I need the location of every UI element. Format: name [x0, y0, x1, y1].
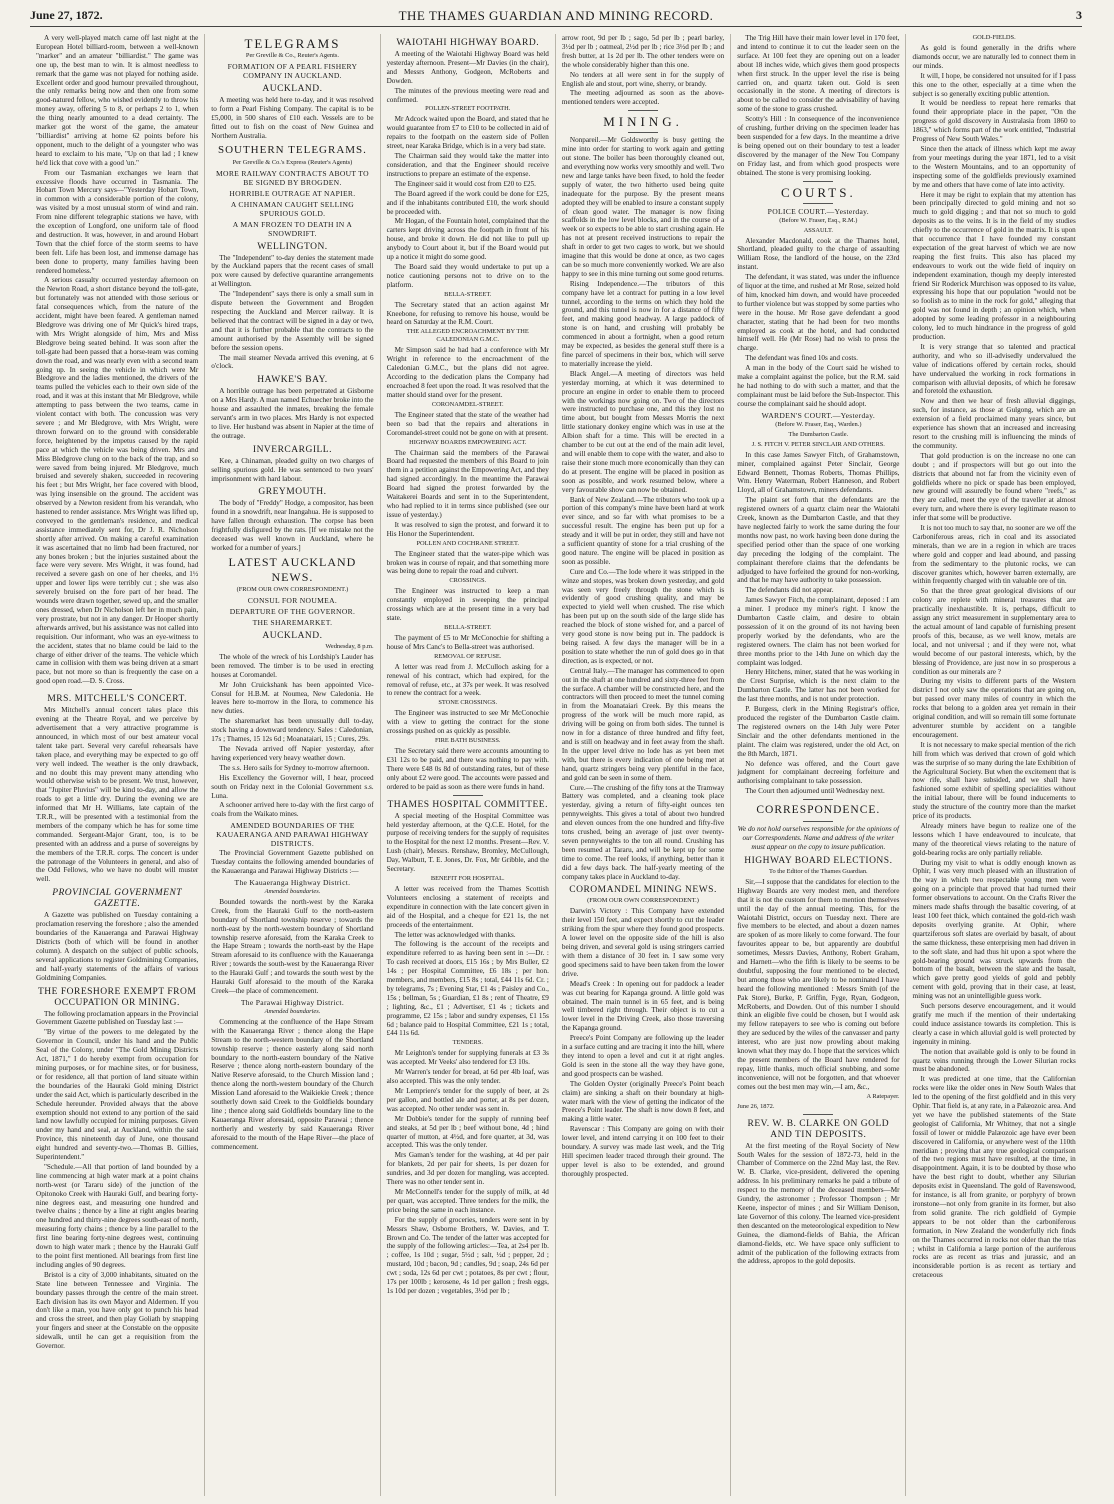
article-paragraph: The Secretary stated that an action against Mr Kneebone, for refusing to remove his house, would be heard on Saturday at the R.M. Court. — [386, 300, 549, 327]
section-subheading: (Before W. Fraser, Esq., R.M.) — [779, 216, 858, 224]
article-paragraph: P. Burgess, clerk in the Mining Registrar's office, produced the register of the Dumbarton Castle claim. The registered owners on the 14th July were Peter Sinclair and the other defendants mentioned in the plaint. The claim was registered, under the old Act, on the 8th March, 1871. — [737, 705, 900, 758]
article-paragraph: A horrible outrage has been perpetrated at Gisborne on a Mrs Hardy. A man named Echuecher broke into the house and assaulted the inmates, breaking the female servant's arm in two places. Mrs Hardy is not expected to live. Her husband was absent in Napier at the time of the outrage. — [211, 387, 374, 440]
dateline: AUCKLAND. — [262, 84, 323, 94]
subheading: TENDERS. — [452, 1039, 483, 1047]
article-paragraph: Rising Independence.—The tributors of this company have let a contract for putting in a low level tunnel, according to the terms on which they hold the ground, and this tunnel is now in for a distance of fifty feet, and making good headway. A large paddock of stone is on hand, and crushing will probably be commenced in about a fortnight, when a good return may be expected, as besides the general stuff there is a fine parcel of specimens in their box, which will serve to materially increase the yield. — [561, 279, 725, 368]
subheading: HIGHWAY BOARDS EMPOWERING ACT. — [409, 438, 527, 446]
article-paragraph: The Golden Oyster (originally Preece's Point beach claim) are sinking a shaft on their boundary at high-water mark with the view of getting the indicator of the Preece's Point leader. The shaft is now down 8 feet, and making a little water. — [561, 1079, 725, 1124]
article-paragraph: The Engineer said it would cost from £20 to £25. — [394, 179, 536, 188]
article-paragraph: A Gazette was published on Tuesday containing a proclamation reserving the foreshore ; also the amended boundaries of the Kauaeranga and Parawai Highway Districts (both of which will be found in another column). A despatch on the subject of public schools, several applications to register Goldmining Companies, and half-yearly statements of the affairs of various Goldmining Companies. — [36, 911, 199, 982]
article-paragraph: A schooner arrived here to-day with the first cargo of coals from the Waikato mines. — [211, 801, 374, 819]
article-paragraph: The Engineer stated that the water-pipe which was broken was in course of repair, and that something more was being done to repair the road and culvert. — [386, 549, 549, 576]
article-paragraph: Central Italy.—The manager has commenced to open out in the shaft at one hundred and sixty-three feet from the surface. A chamber will be constructed here, and the contractors will then proceed to meet the tunnel coming in from the Moanataiari Creek. By this means the progress of the work will be much more rapid, as driving will be going on from both sides. The tunnel is now in for a distance of three hundred and fifty feet, and is still on headway and in feet away from the shaft. In the upper level drive no lode has as yet been met with, but there is every indication of one being met at hand, quartz stringers being very plentiful in the face, and gold can be seen in some of them. — [561, 666, 725, 782]
subheading: FIRE BATH BUSINESS. — [434, 737, 501, 745]
article-paragraph: A special meeting of the Hospital Committee was held yesterday afternoon, at the Q.C.E. Hotel, for the purpose of receiving tenders for the supply of requisites to the Hospital for the next 12 months. Present—Rev. V. Lush (chair), Messrs. Renshaw, Bromley, McCullough, Day, Walbutt, T. E. Jones, Dr. Fox, Mr Gribble, and the Secretary. — [386, 811, 549, 874]
article-paragraph: It would be needless to repeat here remarks that found their appropriate place in the paper, "On the progress of gold discovery in Australasia from 1860 to 1863," which forms part of the work entitled, "Industrial Progress of New South Wales." — [912, 99, 1076, 144]
article-paragraph: Scotty's Hill : In consequence of the inconvenience of crushing, further driving on the specimen leader has been suspended for a few days. In the meantime a drive is being opened out on their boundary to test a leader discovered by the manager of the New Tou Company on Friday last, and from which good prospects were obtained. The stone is very promising looking. — [737, 115, 900, 177]
subheading: STONE CROSSINGS. — [438, 699, 498, 707]
article-paragraph: The defendant was fined 10s and costs. — [745, 354, 858, 363]
article-paragraph: It is very strange that so talented and practical authority, and who so ill-advisedly undervalued the value of indications offered by certain rocks, should have undervalued the working in rock formations in comparison with alluvial deposits, of which he foresaw and foretold the exhaustion. — [912, 342, 1076, 396]
divider — [803, 181, 833, 182]
article-paragraph: A man in the body of the Court said he wished to make a complaint against the police, but the R.M. said he had nothing to do with such a matter, and that the complainant must be laid before the Sub-Inspector. This course the complainant said he should adopt. — [737, 364, 900, 408]
article-paragraph: Cure and Co.—The lode where it was stripped in the winze and stopes, was broken down yesterday, and gold was seen very freely through the stone which is evidently of good crushing quality, and may be expected to yield well when crushed. The rise which has been put up on the south side of the large slide has reached the block of stone wished for, and a parcel of very good stone is now being put in. The paddock is being raised. A few days the manager will be in a position to state whether the run of gold does go in that direction, as is expected, or not. — [561, 567, 725, 665]
section-heading: LATEST AUCKLAND NEWS. — [228, 554, 357, 584]
article-paragraph: A letter was read from J. McCulloch asking for a renewal of his contract, which had expired, for the removal of refuse, etc., at 37s per week. It was resolved to renew the contract for a week. — [386, 662, 549, 698]
article-paragraph: It will, I hope, be considered not unsuited for if I pass this one to the other, especially at a time when the subject is so generally exciting public attention. — [912, 71, 1076, 98]
article-paragraph: It was resolved to sign the protest, and forward it to His Honor the Superintendent. — [386, 520, 549, 538]
headline: CONSUL FOR NOUMEA. — [247, 595, 338, 605]
article-paragraph: The following is the account of the receipts and expenditure referred to as having been sent in :—Dr. : To cash received at doors, £15 16s ; by Mrs Buller, £2 14s ; per Hospital Committee, £6 18s ; per hon. members, and members, £15 8s ; total, £44 11s 6d. Cr. ; by telegrams, 7s ; Evening Star, £1 4s ; Paisley and Co., 15s ; bellman, 5s ; Guardian, £1 8s ; rent of Theatre, £9 ; lighting, &c., £1 ; Advertiser, £1 4s ; tickets and programme, £2 15s ; labor and sundry expenses, £1 15s 6d ; balance paid to Hospital Committee, £21 1s ; total, £44 11s 6d. — [386, 940, 549, 1038]
article-paragraph: Mr McConnell's tender for the supply of milk, at 4d per quart, was accepted. Three tenders for the milk, the price being the same in each instance. — [386, 1187, 549, 1214]
article-paragraph: In this case James Sawyer Fitch, of Grahamstown, miner, complained against Peter Sinclair, George Edward Bennett, Thomas Roberts, Thomas Phillips, Wm. Henry Waterman, Robert Hanneson, and Robert Lloyd, all of Grahamstown, miners defendants. — [737, 450, 900, 495]
subheading: REMOVAL OF REFUSE. — [434, 652, 502, 660]
section-heading: CORRESPONDENCE. — [756, 804, 881, 817]
headline: AMENDED BOUNDARIES OF THE KAUAERANGA AND PARAWAI HIGHWAY DISTRICTS. — [216, 821, 369, 849]
section-heading: COROMANDEL MINING NEWS. — [569, 885, 717, 896]
article-paragraph: The s.s. Hero sails for Sydney to-morrow afternoon. — [219, 763, 370, 772]
column-5 — [731, 34, 906, 1496]
subheading: CROSSINGS. — [449, 577, 487, 585]
column-6 — [906, 34, 1081, 1496]
article-paragraph: Preece's Point Company are following up the leader in a surface cutting and are tracing it into the hill, where they intend to open a level and cut it at right angles. Gold is seen in the stone all the way they have gone, and good prospects can be washed. — [561, 1034, 725, 1078]
headline: POLICE COURT.—Yesterday. — [767, 206, 869, 216]
subheading: BELLA-STREET. — [444, 623, 492, 631]
article-paragraph: Nonpareil.—Mr Goldsworthy is busy getting the mine into order for starting to work again and getting out stone. The boiler has been thoroughly cleaned out, and everything now works very smoothly and well. Two new and large tanks have been fixed, to hold the feeder supply of water, the two hitherto used being quite inadequate for the purpose. By the present means adopted they will be enabled to insure a constant supply of clean good water. The manager is now fixing scaffolds in the low level blocks, and in the course of a week or so expects to be able to start crushing again. He has not at present received instructions to repair the shaft in order to get two cages to work, but we should imagine that this would be done at once, as two cages can be so much more conveniently worked. We are also happy to see in this mine turning out some good returns. — [561, 136, 725, 278]
article-paragraph: Mr Lempriere's tender for the supply of beer, at 2s per gallon, and bottled ale and porter, at 8s per dozen, was accepted. No other tender was sent in. — [386, 1087, 549, 1113]
article-paragraph: The mail steamer Nevada arrived this evening, at 6 o'clock. — [211, 353, 374, 371]
article-paragraph: Cure.—The crushing of the fifty tons at the Tramway Battery was completed, and a cleaning took place yesterday, giving a return of fifty-eight ounces ten pennyweights. This gives a total of about two hundred and eleven ounces from the one hundred and fifty-five tons crushed, being an average of just over twenty-seven pennyweights to the ton all round. Crushing has been resumed at Tararu, and will be kept up for some time to come. The reef looks, if anything, better than it did a few days back. The half-yearly meeting of the company takes place in Auckland to-day. — [561, 783, 725, 881]
article-paragraph: "Schedule.—All that portion of land bounded by a line commencing at high water mark at a point chains north-west (or Tararu side) of the junction of the Opitonoko Creek with Hauraki Gulf, and bearing forty-nine degrees east, and measuring one hundred and twelve chains ; thence by a line at right angles bearing one hundred and thirty-nine degrees south-east of north, measuring forty chains ; thence by a line parallel to the first line bearing forty-nine degrees west, continuing down to high water mark ; thence by the Hauraki Gulf to the point first mentioned. All bearings from first line including angles of 90 degrees. — [36, 1162, 199, 1269]
article-paragraph: Bristol is a city of 3,000 inhabitants, situated on the State line between Tennessee and Virginia. The boundary passes through the centre of the main street. Each division has its own Mayor and Aldermen. If you don't like a man, you have only got to punch his head and cross the street, and then play Goliath by snapping your fingers and sneer at the Constable on the opposite sidewalk, until he can get a requisition from the Governor. — [36, 1270, 199, 1351]
article-paragraph: Mrs Gaman's tender for the washing, at 4d per pair for blankets, 2d per pair for sheets, 1s per dozen for sundries, and 3d per dozen for mangling, was accepted. There was no other tender sent in. — [386, 1151, 549, 1187]
headline: DEPARTURE OF THE GOVERNOR. — [229, 606, 356, 616]
article-paragraph: The letter was acknowledged with thanks. — [394, 930, 516, 939]
article-paragraph: The Chairman said they would take the matter into consideration, and that the Engineer should receive instructions to prepare an estimate of the expense. — [386, 152, 549, 178]
article-paragraph: Mrs Mitchell's annual concert takes place this evening at the Theatre Royal, and we perceive by advertisement that a very attractive programme is announced, in which most of our best amateur vocal talent take part. Several very careful rehearsals have taken place, and everything may be expected to go off very well indeed. The weather is the only drawback, and no doubt this may prevent many attending who would otherwise wish to be present. We trust, however, that "Jupiter Pluvius" will be kind to-day, and allow the roads to get a little dry. During the evening we are informed that Mr H. Williams, late captain of the T.R.R., will be presented with a testimonial from the members of the company which he has for some time commanded. Sergeant-Major Grant, too, is to be presented with an address and a purse of sovereigns by the members of the T.R.R. corps. The concert is under the patronage of the Volunteers in general, and also of the Odd Fellows, who we have no doubt will muster well. — [36, 706, 199, 884]
article-paragraph: Mr John Cruickshank has been appointed Vice-Consul for H.B.M. at Noumea, New Caledonia. He leaves here to-morrow in the Ilora, to commence his new duties. — [211, 680, 374, 716]
article-paragraph: The payment of £5 to Mr McConochie for shifting a house of Mrs Canc's to Bella-street was authorised. — [386, 633, 549, 651]
divider — [803, 821, 833, 822]
section-heading: TELEGRAMS — [244, 36, 341, 51]
section-heading: THE FORESHORE EXEMPT FROM OCCUPATION OR MINING. — [38, 986, 197, 1008]
article-paragraph: The Trig Hill have their main lower level in 170 feet, and intend to continue it to cut the leader seen on the surface. At 100 feet they are opening out on a leader about 18 inches wide, which gives them good prospects when first struck. In the upper level the rise is being carried on, and quartz taken out. Gold is seen occasionally in the stone. A meeting of directors is about to be called to consider the advisability of having some of the stone to grass crushed. — [737, 34, 900, 114]
column-3 — [381, 34, 556, 1496]
headline: FORMATION OF A PEARL FISHERY COMPANY IN AUCKLAND. — [227, 62, 358, 80]
column-2 — [205, 34, 380, 1496]
subheading: Amended boundaries. — [264, 887, 321, 895]
column-4 — [556, 34, 731, 1496]
article-paragraph: James Sawyer Fitch, the complainant, deposed : I am a miner. I produce my miner's right. I know the Dumbarton Castle claim, and desire to obtain possession of it on the ground of its not having been properly worked by the defendants, who are the registered owners. The claim has not been worked for three months prior to the 14th June on which day the complaint was lodged. — [737, 596, 900, 667]
article-paragraph: "By virtue of the powers to me delegated by the Governor in Council, under his hand and the Public Seal of the Colony, under "The Gold Mining Districts Act, 1871," I do hereby exempt from occupation for mining purposes, or for machine sites, or for business, or for residence, all that portion of land situate within the boundaries of the Hauraki Gold mining District under the said Act, which is particularly described in the Schedule hereunder. Provided always that the above exemption should not extend to any portion of the said land now lawfully occupied for mining purposes. Given under my hand and seal, at Auckland, within the said Province, this nineteenth day of June, one thousand eight hundred and seventy-two.—Thomas B. Gillies, Superintendent." — [36, 1028, 199, 1162]
article-paragraph: The Board said they would undertake to put up a notice cautioning persons not to drive on to the platform. — [386, 262, 549, 289]
article-paragraph: The Board agreed if the work could be done for £25, and if the inhabitants contributed £10, the work should be proceeded with. — [386, 189, 549, 216]
article-paragraph: Alexander Macdonald, cook at the Thames hotel, Shortland, pleaded guilty to the charge of assaulting William Rose, the landlord of the house, on the 23rd instant. — [737, 236, 900, 272]
subheading: ASSAULT. — [803, 226, 833, 234]
article-paragraph: Commencing at the confluence of the Hape Stream with the Kauaeranga River ; thence along the Hape Stream to the north-western boundary of the Shortland township reserve ; thence easterly along said north boundary to the north-eastern boundary of the Native Reserve ; thence along north-eastern boundary of the Native Reserve aforesaid, to the Church Mission land ; thence along the north-western boundary of the Church Mission Land aforesaid to the Waikiekie Creek ; thence southerly down said Creek to the Goldfields boundary line ; thence along said Goldfields boundary line to the Kauaeranga River aforesaid, opposite Parawai ; thence northerly and westerly by said Kauaeranga River aforesaid to the mouth of the Hape River—the place of commencement. — [211, 1017, 374, 1151]
article-paragraph: Sir,—I suppose that the candidates for election to the Highway Boards are very modest men, and therefore that it is not the custom for them to mention themselves until the day of the annual meeting. This, for the Waiotahi District, occurs on Tuesday next. There are five members to be elected, and about a dozen names are spoken of as more likely to come forward. The four favourites appear to be, but apparently are doubtful sometimes, Messrs Davies, Anthony, Robert Graham, and Harnett—who the fifth is likely to be seems to be doubtful, supposing the four mentioned to be elected, but among those who are likely to be nominated I have heard the following mentioned : Messrs Smith (of the Pak Store), Burke, P. Griffin, Fyge, Ryan, Godgeon, McRoberts, and Dowden. Out of this number I should think an eligible five could be chosen, but I would ask my fellow ratepayers to see who is coming out before they are seduced by the wiles of the canvasser and party interest, who are just now prowling about making known what they may do. I hope that the services which the present members of the Board have rendered for repay, little thanks, much official snubbing, and some inconvenience, will not be forgotten, and that whoever comes out the best men may win,—I am, &c., — [737, 877, 900, 1091]
headline: MORE RAILWAY CONTRACTS ABOUT TO BE SIGNED BY BROGDEN. — [215, 168, 369, 187]
newspaper-page — [30, 34, 1082, 1496]
section-heading: MRS. MITCHELL'S CONCERT. — [47, 694, 187, 705]
newspaper-title: THE THAMES GUARDIAN AND MINING RECORD. — [398, 8, 714, 23]
column-1 — [30, 34, 205, 1496]
subheading: BENEFIT FOR HOSPITAL. — [430, 874, 505, 882]
article-paragraph: The defendants did not appear. — [745, 586, 834, 595]
article-paragraph: The minutes of the previous meeting were read and confirmed. — [386, 86, 549, 104]
section-subheading: To the Editor of the Thames Guardian. — [769, 867, 868, 875]
article-paragraph: During my visits to different parts of the Western district I not only saw the operations that are going on, but passed over many miles of country in which the rocks that belong to a golden area yet remain in their original condition, and will so remain till some fortunate adventurer stumble by accident on a tangible encouragement. — [912, 677, 1076, 739]
headline: The Kauaeranga Highway District. — [234, 877, 351, 887]
article-paragraph: A serious casualty occurred yesterday afternoon on the Newton Road, a short distance beyond the toll-gate, but fortunately was not attended with those serious or fatal consequences which, from the nature of the accident, might have been feared. A gentleman named Bledgrove was driving one of Mr Quick's hired traps, with Mrs Wright alongside of him, Mrs and Miss Bledgrove being seated behind. It was soon after the toll-gate had been passed that a horse-team was coming down the road, and was nearly even with a second team going up. In seeing the vehicle in which were Mr Bledgrove and the ladies mentioned, the drivers of the teams pulled the vehicles each to their own side of the road, and it was at this instant that Mr Bledgrove, while attempting to pass between the two teams, came in violent contact with both. The concussion was very severe ; and Mr Bledgrove, with Mrs Wright, were thrown forward on to the ground with considerable force, heightened by the impetus caused by the rapid pace at which the vehicle was being driven. Mrs and Miss Bledgrove clung on to the back of the trap, and so were saved from being injured. Mr Bledgrove, much bruised and severely shaken, succeeded in recovering his feet ; but Mrs Wright, her face covered with blood, was lying insensible on the ground. The accident was observed by a Newton resident from his verandah, who hastened to render assistance. Mrs Wright was lifted up, conveyed to the gentleman's residence, and medical assistance immediately sent for, Dr J. R. Nicholson shortly after arrived. On making a careful examination it was ascertained that no limb had been fractured, nor any bones broken ; but the injuries sustained about the face were very severe. Mrs Wright, it was found, had received a severe gash on one of her cheeks, and 1½ upper and lower lips were terribly cut ; she was also severely bruised on the fore part of her head. The wounds were drawn together, sewed up, and the smaller ones dressed, when Dr Nicholson left her in much pain, very prostrate, but not in any danger. Dr Hooper shortly afterwards arrived, but his assistance was not called into requisition. Our informant, who was an eye-witness to the accident, states that no blame could be laid to the charge of either driver of the teams. The vehicle which came in collision with them was being driven at a smart pace, but not more so than is frequently the case on a good open road.—D. S. Cross. — [36, 276, 199, 686]
article-paragraph: The whole of the wreck of his Lordship's Lauder has been removed. The timber is to be used in erecting houses at Coromandel. — [211, 652, 374, 679]
section-subheading: (Before W. Fraser, Esq., Warden.) — [775, 420, 862, 428]
article-paragraph: Henry Hitchens, miner, stated that he was working in the Crest Surprise, which is the next claim to the Dumbarton Castle. The latter has not been worked for the last three months, and is not under protection. — [737, 668, 900, 704]
article-paragraph: Ravenscar : This Company are going on with their lower level, and intend carrying it on 100 feet to their boundary. A survey was made last week, and the Trig Hill specimen leader traced through their ground. The upper level is also to be extended, and ground thoroughly prospected. — [561, 1125, 725, 1178]
dateline: WELLINGTON. — [257, 241, 328, 252]
subheading: J. S. FITCH V. PETER SINCLAIR AND OTHERS. — [751, 440, 885, 448]
dateline: AUCKLAND. — [262, 630, 323, 641]
subheading: GOLD-FIELDS. — [972, 34, 1016, 41]
masthead — [30, 8, 1082, 27]
article-paragraph: His Excellency the Governor will, I hear, proceed south on Friday next in the Colonial Government s.s. Luna. — [211, 773, 374, 800]
article-paragraph: That gold production is on the increase no one can doubt ; and if prospectors will but go out into the districts that abound not far from the vicinity even of goldfields where no pick or spade has been employed, new ground will assuredly be found where "reefs," as they are called, meet the eye of the traveller at almost every turn, and where there is every legitimate reason to infer that some will be productive. — [912, 451, 1076, 523]
article-paragraph: The "Independent" says there is only a small sum in dispute between the Government and Brogden respecting the Auckland and Mercer railway. It is believed that the contract will be signed in a day or two, and that it is further probable that the contracts to the amount authorised by the Assembly will be signed before the session opens. — [211, 290, 374, 352]
article-paragraph: Bounded towards the north-west by the Karaka Creek, from the Hauraki Gulf to the north-eastern boundary of Shortland township reserve ; towards the north-east by the north-western boundary of Shortland township reserve aforesaid, from the Karaka Creek to the Hape Stream ; towards the north-east by the Hape Stream aforesaid to its confluence with the Kauaeranga River ; towards the south-west by the Kauaeranga River to the Hauraki Gulf ; and towards the south west by the Hauraki Gulf aforesaid to the mouth of the Karaka Creek—the place of commencement. — [211, 897, 374, 995]
section-heading: REV. W. B. CLARKE ON GOLD AND TIN DEPOSITS. — [747, 1118, 890, 1140]
article-paragraph: The defendant, it was stated, was under the influence of liquor at the time, and rushed at Mr Rose, seized hold of him, knocked him down, and would have proceeded to further violence but was stopped by some parties who were in the house. Mr Rose gave defendant a good character, stating that he had been for two months employed as cook at the hotel, and had conducted himself well. He (Mr Rose) had no wish to press the charge. — [737, 273, 900, 353]
headline: A CHINAMAN CAUGHT SELLING SPURIOUS GOLD. — [230, 199, 355, 218]
article-paragraph: The Engineer stated that the state of the weather had been so bad that the repairs and alterations in Coromandel-street could not be gone on with at present. — [386, 410, 549, 437]
subheading: CORONAMDEL-STREET. — [431, 400, 504, 408]
article-paragraph: No tenders at all were sent in for the supply of English ale and stout, port wine, sherry, or brandy. — [561, 70, 725, 88]
headline: WARDEN'S COURT.—Yesterday. — [761, 410, 876, 420]
headline: HIGHWAY BOARD ELECTIONS. — [744, 855, 893, 866]
article-paragraph: The sharemarket has been unusually dull to-day, stock having a downward tendency. Sales : Caledonian, 17s ; Thames, 15 12s 6d ; Moanataiari, 15 ; Cures, 29s. — [211, 717, 374, 744]
section-heading: MINING. — [603, 114, 683, 130]
section-subheading: Per Greville & Co., Reuter's Agents. — [245, 52, 339, 59]
letter-date: June 26, 1872. — [737, 1102, 775, 1110]
headline: The Parawai Highway District. — [240, 997, 345, 1007]
article-paragraph: Mead's Creek : In opening out for paddock a leader was cut bearing for Kapanga ground. A little gold was obtained. The main tunnel is in 65 feet, and is being well timbered right through. Their object is to cut a lower level in the Driving Creek, also those traversing the Kapanga ground. — [561, 979, 725, 1033]
article-paragraph: The body of "Freddy" Hodge, a compositor, has been found in a snowdrift, near Inangahua. He is supposed to have fallen through exhaustion. The corpse has been frightfully disfigured by the rats. [If we mistake not the deceased was well known in Auckland, where he worked for a number of years.] — [211, 499, 374, 552]
article-paragraph: Mr Dobbie's tender for the supply of running beef and steaks, at 5d per lb ; beef without bone, 4d ; hind quarter of mutton, at 4½d, and fore quarter, at 3d, was accepted. This was the only tender. — [386, 1114, 549, 1150]
subheading: POLLEN-STREET FOOTPATH. — [425, 105, 511, 113]
article-paragraph: Mr Hogan, of the Fountain hotel, complained that the carters kept driving across the footpath in front of his house, and broke it down. He did not like to pull up anybody to Court about it, but if the Board would put up a notice it might do some good. — [386, 217, 549, 262]
divider — [803, 1114, 833, 1115]
article-paragraph: Mr Leighton's tender for supplying funerals at £3 3s was accepted. Mr Veeks' also tendered for £3 10s. — [386, 1049, 549, 1067]
article-paragraph: The Secretary said there were accounts amounting to £31 12s to be paid, and there was nothing to pay with. There were £48 0s 8d of outstanding rates, but of these only about £2 were good. The accounts were passed and ordered to be paid as soon as there were funds in hand. — [386, 747, 549, 791]
subheading: The Dumbarton Castle. — [788, 430, 849, 438]
dateline: INVERCARGILL. — [252, 444, 332, 455]
article-paragraph: It is not too much to say that, no sooner are we off the Carboniferous areas, rich in coal and its associated minerals, than we are in a region in which are traces where gold and copper and lead abound, and passing from the sedimentary to the plutonic rocks, we can discover granites which, however barren externally, are within frequently charged with tin valuable ore of tin. — [912, 524, 1076, 586]
article-paragraph: The Engineer was instructed to see Mr McConochie with a view to getting the contract for the stone crossings pushed on as quickly as possible. — [386, 709, 549, 736]
article-paragraph: It is not necessary to make special mention of the rich hill from which was derived that crown of gold which was the surprise of so many during the late Exhibition of the Agricultural Society. But when the excitement that is now rife, shall have subsided, and we shall have fashioned some exhibit of spelling specialities without the initial labour, there will be found inducements to study the structure of the country more than the market price of its products. — [912, 740, 1076, 821]
issue-date: June 27, 1872. — [30, 8, 103, 22]
divider — [803, 203, 833, 204]
section-heading: THAMES HOSPITAL COMMITTEE. — [387, 799, 548, 810]
article-paragraph: The meeting adjourned as soon as the above-mentioned tenders were accepted. — [561, 89, 725, 107]
article-paragraph: Since then the attack of illness which kept me away from your meetings during the year 1871, led to a visit to the Western Mountains, and to an opportunity of inspecting some of the goldfields previously examined by me and others that have come of late into activity. — [912, 144, 1076, 189]
section-heading: WAIOTAHI HIGHWAY BOARD. — [396, 38, 540, 48]
article-paragraph: From our Tasmanian exchanges we learn that excessive floods have occurred in Tasmania. The Hobart Town Mercury says—"Yesterday Hobart Town, in common with a considerable portion of the colony, was visited by a most unusual storm of wind and rain. From nine different telegraphic stations we have, with the exception of Longford, one uniform tale of flood and destruction. It was, however, in and around Hobart Town that the chief force of the storm seems to have been felt. Life has been lost, and immense damage has been done to property, many families having been rendered homeless." — [36, 168, 199, 275]
article-paragraph: As gold is found generally in the drifts where diamonds occur, we are naturally led to connect them in our minds. — [912, 44, 1076, 70]
article-paragraph: The plaint set forth that the defendants are the registered owners of a quartz claim near the Waiotahi Creek, known as the Dumbarton Castle, and that they have neglected fairly to work the same during the four months now past, no work having been done during the specified period other than the space of one working day preceding the lodging of the complaint. The complainant therefore claims that the defendants be adjudged to have forfeited the ground for non-working, and that he may have authority to take possession. — [737, 496, 900, 585]
section-heading: SOUTHERN TELEGRAMS. — [217, 143, 367, 156]
divider — [628, 110, 658, 111]
article-paragraph: The Provincial Government Gazette published on Tuesday contains the following amended boundaries of the Kauaeranga and Parawai Highway Districts :— — [211, 849, 374, 876]
article-paragraph: Already miners have begun to realize one of the lessons which I have endeavoured to inculcate, that many of the theoretical views relating to the nature of gold-bearing rocks are only partially reliable. — [912, 821, 1076, 857]
divider — [453, 795, 483, 796]
signature: A Ratepayer. — [866, 1092, 900, 1100]
article-paragraph: The following proclamation appears in the Provincial Government Gazette published on Tuesday last :— — [36, 1009, 199, 1027]
article-paragraph: Here it may be right to explain that my attention has been principally directed to gold mining and not so much to gold digging ; and that not so much to gold deposits as to the veins. It is in the field of my studies chiefly to the occurrence of gold in the matrix. It is upon that occurrence that I have founded my constant expectation of the great harvest of which we are now reaping the first fruits. This also has placed my endeavours to work out the wide field of inquiry on independent examination, though my deeply interested friend Sir Roderick Murchison was opposed to its value, expressing his hope that our population "would not be so foolish as to mine in the rock for gold," alleging that gold was not found in depth ; an opinion which, when adopted by some leading professor in a neighbouring colony, led to much hindrance in the progress of gold production. — [912, 190, 1076, 341]
article-paragraph: The Nevada arrived off Napier yesterday, after having experienced very heavy weather down. — [211, 744, 374, 762]
article-paragraph: The notion that available gold is only to be found in quartz veins running through the Lower Silurian rocks must be abandoned. — [912, 1047, 1076, 1074]
section-subheading: (FROM OUR OWN CORRESPONDENT.) — [587, 897, 699, 905]
section-heading: PROVINCIAL GOVERNMENT GAZETTE. — [52, 888, 183, 910]
article-paragraph: Bank of New Zealand.—The tributors who took up a portion of this company's mine have been hard at work ever since, and so far with what promises to be a successful result. The engine has been put up for a steady and it will be put in order, they still and have not a sufficient quantity of stone for a trial crushing of the good nature. The engine will be placed in position as soon as possible. — [561, 495, 725, 566]
article-paragraph: The Court then adjourned until Wednesday next. — [745, 787, 885, 796]
article-paragraph: A meeting of the Waiotahi Highway Board was held yesterday afternoon. Present—Mr Davies (in the chair), and Messrs Anthony, Godgeon, McRoberts and Dowden. — [386, 50, 549, 85]
article-paragraph: Such persons deserve encouragement, and it would gratify me much if the mention of their undertaking could induce assistance towards its completion. This is clearly a case in which alluvial gold is well protected by ingenuity in mining. — [912, 1002, 1076, 1046]
headline: A MAN FROZEN TO DEATH IN A SNOWDRIFT. — [232, 219, 353, 238]
editorial-disclaimer: We do not hold ourselves responsible for the opinions of our Correspondents. Name and address of the writer must appear on the copy to insure publication. — [737, 825, 900, 851]
page-number: 3 — [1076, 8, 1082, 22]
timestamp: Wednesday, 8 p.m. — [325, 642, 374, 650]
subheading: POLLEN AND COCHRANE STREET. — [416, 539, 519, 547]
article-paragraph: It was predicted at one time, that the Californian rocks were like the older ones in New South Wales that led to the opening of the first goldfield and in this very Ophir. That field is, at any rate, in a Palæozoic area. And yet we have the published statements of the State geologist of California, Mr Whitney, that not a single fossil of lower or middle Palæozoic age have ever been discovered in California, or anywhere west of the 110th meridian ; proving that any true geological comparison of the two regions must have resulted, at the time, in disappointment. Again, it is to be doubted by those who have the best right to doubt, whether any Silurian deposits exist in Queensland. The gold of Ravenswood, for instance, is all from granite, or porphyry of brown ironstone—not only from granite in its former, but also from solid granite. The rich goldfield of Gympie appears to be not older than the carboniferous formation, in New Zealand the wonderfully rich finds on the Thames occurred in rocks not older than the trias ; whilst in California a large portion of the auriferous rocks are as recent as trias and jurassic, and an inconsiderable portion is as recent as tertiary and cretaceous — [912, 1075, 1076, 1280]
article-paragraph: During my visit to what is oddly enough known as Ophir, I was very much pleased with an illustration of the way in which two respectable young men were going on a principle that proved that had turned their former observations to account. On the Crafts River the miners made shafts through the basaltic covering, of at least 100 feet thick, which contained the gold-rich wash deposits overlying granite. At Ophir, where quartziferous soft slates are overlaid by basalt, of about the same thickness, these enterprising men had driven in to the soft slate, and had thus hit upon a spot where the gold-bearing ground was struck upwards from the bottom of the basalt, between the slate and the basalt, which gave pretty good yields of gold and pebbly cement with gold, proving that in their case, at least, mining was not an unintelligible guess work. — [912, 858, 1076, 1001]
article-paragraph: The Chairman said the members of the Parawai Board had requested the members of this Board to join them in a petition against the Empowering Act, and they had signed accordingly. In the meantime the Parawai Board had signed the protest forwarded by the Waitakerei Boards and sent in to the Superintendent, who had replied to it in terms since published (see our issue of yesterday.) — [386, 448, 549, 519]
article-paragraph: The Engineer was instructed to keep a man constantly employed in sweeping the principal crossings which are at the present time in a very bad state. — [386, 587, 549, 623]
headline: HORRIBLE OUTRAGE AT NAPIER. — [229, 188, 356, 198]
section-subheading: (FROM OUR OWN CORRESPONDENT.) — [236, 585, 349, 593]
subheading: Amended boundaries. — [264, 1007, 321, 1015]
article-paragraph: Mr Adcock waited upon the Board, and stated that he would guarantee from £7 to £10 to be collected in aid of repairs to the footpath on the eastern side of Pollen street, near Karaka Bridge, which is in a very bad state. — [386, 115, 549, 151]
article-paragraph: Kee, a Chinaman, pleaded guilty on two charges of selling spurious gold. He was sentenced to two years' imprisonment with hard labour. — [211, 456, 374, 483]
article-paragraph: No defence was offered, and the Court gave judgment for complainant decreeing forfeiture and authorising complainant to take possession. — [737, 759, 900, 786]
article-paragraph: The "Independent" to-day denies the statement made by the Auckland papers that the recent cases of small pox were caused by defective quarantine arrangements at Wellington. — [211, 253, 374, 289]
section-heading: COURTS. — [780, 184, 856, 200]
article-paragraph: A very well-played match came off last night at the European Hotel billiard-room, between a well-known "marker" and an amateur "billiardist." The game was one up, the best man to win. It is almost needless to remark that the game was not played for nothing aside. Excellent order and good humour prevailed throughout, the only remarks being now and then one from some good-natured fellow, who wished evidently to throw his money away, offering 5 to 8, or perhaps 2 to 1, when the thing nearly amounted to a dead certainty. The marker got the worst of the game, the amateur "billiardist" arriving at home 62 points before his opponent, much to the delight of a youngster who was heard to exclaim to his mate, "Up on that lad ; I knew he'd lick that cove with a good 'un." — [36, 34, 199, 167]
article-paragraph: arrow root, 9d per lb ; sago, 5d per lb ; pearl barley, 3½d per lb ; oatmeal, 2½d per lb ; rice 3½d per lb ; and fresh butter, at 1s 2d per lb. The other tenders were on the whole considerably higher than this one. — [561, 34, 725, 69]
dateline: GREYMOUTH. — [258, 487, 327, 498]
article-paragraph: So that the three great geological divisions of our colony are replete with mineral treasures that are practically inexhaustible. It is, perhaps, difficult to assign any strict measurement in supplementary area to the actual amount of land capable of furnishing present proofs of this, because, as we well know, metals are local, and not universal ; and if they were not, what would become of our pastoral interests, which, by the blessing of Providence, are just now in so prosperous a condition as our minerals are ? — [912, 587, 1076, 676]
headline: THE SHAREMARKET. — [252, 617, 333, 627]
divider — [628, 132, 658, 133]
article-paragraph: Mr Simpson said he had had a conference with Mr Wright in reference to the encroachment of the Caledonian G.M.C., but the plans did not agree. According to the dedication plans the Company had encroached 8 feet upon the road. It was resolved that the matter should stand over for the present. — [386, 346, 549, 399]
article-paragraph: Now and then we hear of fresh alluvial diggings, such, for instance, as those at Gulgong, which are an extension of a field proclaimed many years since, but experience has shown that an increased and increasing resort to the crushing mill is influencing the minds of the community. — [912, 397, 1076, 450]
article-paragraph: At the first meeting of the Royal Society of New South Wales for the session of 1872-73, held in the Chamber of Commerce on the 22nd May last, the Rev. W. B. Clarke, vice-president, delivered the opening address. In his preliminary remarks he paid a tribute of respect to the memory of the deceased members—Mr Gundry, the astronomer ; Professor Thompson ; Mr Keene, inspector of mines ; and Sir William Denison, late Governor of this colony. The learned vice-president then descanted on the meteorological expedition to New Guinea, the diamond-fields of Bahia, the African diamond-fields, etc. We have space only sufficient to admit of the publication of the following extracts from the address, apropos to the gold deposits. — [737, 1141, 900, 1266]
divider — [102, 689, 132, 690]
subheading: THE ALLEGED ENCROACHMENT BY THE CALEDONIAN G.M.C. — [406, 328, 529, 344]
article-paragraph: Black Angel.—A meeting of directors was held yesterday morning, at which it was determined to procure an engine in order to enable them to proceed with the workings now going on. Two of the directors were instructed to purchase one, and this they lost no time about, but bought from Messrs Morris the next little stationary donkey engine which was in use at the Albion shaft for a time. This will be erected in a chamber to be cut out at the end of the main adit level, and will enable them to cope with the water, and also to raise their stone much more economically than they can do at present. The engine will be placed in position as soon as possible, and work resumed below, where a very favourable show can now be obtained. — [561, 369, 725, 494]
section-subheading: Per Greville & Co.'s Express (Reuter's Agents) — [232, 158, 353, 166]
article-paragraph: Darwin's Victory : This Company have extended their level 150 feet, and expect shortly to cut the leader striking from the spur where they found good prospects. A lower level on the opposite side of the hill is also being driven, and several gold is using stringers carried with them a distance of 30 feet in. I saw some very good specimens said to have been taken from the lower drive. — [561, 907, 725, 978]
article-paragraph: Mr Warren's tender for bread, at 6d per 4lb loaf, was also accepted. This was the only tender. — [386, 1068, 549, 1086]
article-paragraph: A letter was received from the Thames Scottish Volunteers enclosing a statement of receipts and expenditure in connection with the late concert given in aid of the Hospital, and a cheque for £21 1s, the net proceeds of the entertainment. — [386, 884, 549, 929]
dateline: HAWKE'S BAY. — [257, 375, 328, 386]
article-paragraph: A meeting was held here to-day, and it was resolved to form a Pearl Fishing Company. The capital is to be £5,000, in 500 shares of £10 each. Vessels are to be fitted out to fish on the coast of New Guinea and Northern Australia. — [211, 96, 374, 140]
subheading: BELLA-STREET. — [444, 290, 492, 298]
article-paragraph: For the supply of groceries, tenders were sent in by Messrs Shaw, Osborne Brothers, W. Davies, and T. Brown and Co. The tender of the latter was accepted for the supply of the following articles:—Tea, at 2s4 per lb. ; coffee, 1s 10d ; sugar, 5½d ; salt, ½d ; pepper, 2d ; mustard, 10d ; bacon, 9d ; candles, 9d ; soap, 24s 6d per cwt ; soda, 12s 6d per cwt ; potatoes, 8s per cwt ; flour, 17s per 100lb ; kerosene, 4s 1d per gallon ; fresh eggs, 1s 10d per dozen ; vegetables, 3½d per lb ; — [386, 1215, 549, 1295]
divider — [803, 799, 833, 800]
